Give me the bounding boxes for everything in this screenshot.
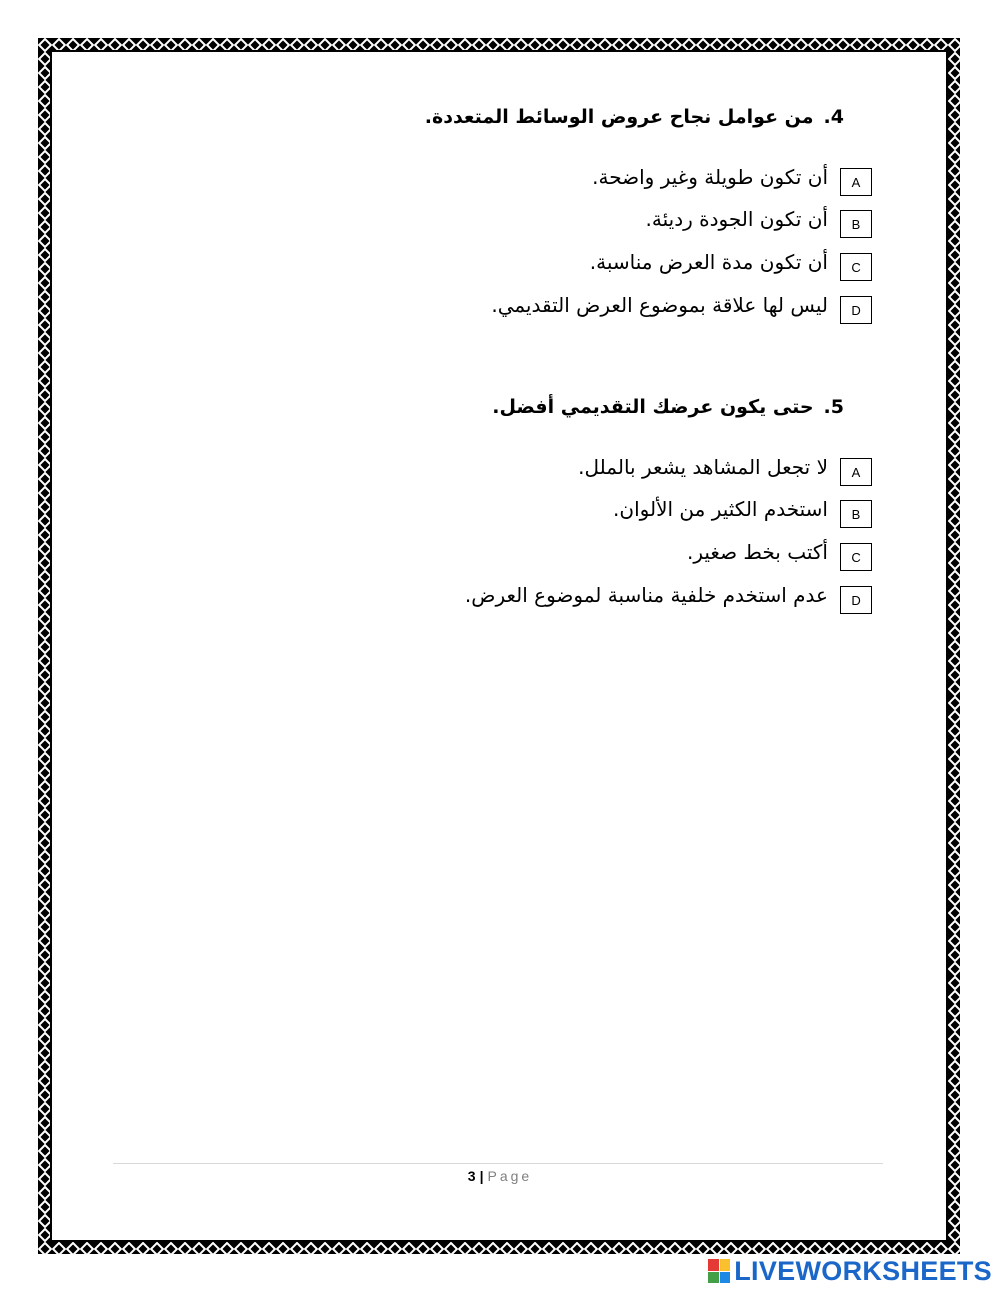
answer-checkbox-a[interactable]: A bbox=[840, 458, 872, 486]
answer-option-4b[interactable] bbox=[646, 202, 872, 236]
question-4 bbox=[425, 106, 844, 128]
footer-divider bbox=[113, 1163, 883, 1164]
answer-option-5c[interactable] bbox=[687, 535, 872, 569]
answer-checkbox-d[interactable]: D bbox=[840, 296, 872, 324]
answer-option-5d[interactable] bbox=[465, 578, 872, 612]
answer-option-4d[interactable] bbox=[491, 288, 872, 322]
question-title bbox=[425, 106, 844, 128]
question-text: من عوامل نجاح عروض الوسائط المتعددة. bbox=[424, 106, 814, 128]
question-number: 5. bbox=[823, 396, 844, 418]
answer-text: ليس لها علاقة بموضوع العرض التقديمي. bbox=[491, 293, 828, 317]
liveworksheets-logo-icon bbox=[708, 1259, 730, 1283]
page-footer bbox=[0, 1168, 1000, 1184]
answer-text: أكتب بخط صغير. bbox=[687, 540, 828, 564]
footer-separator: | bbox=[479, 1168, 484, 1184]
answer-checkbox-c[interactable]: C bbox=[840, 543, 872, 571]
liveworksheets-brand[interactable] bbox=[708, 1255, 992, 1287]
page-number: 3 bbox=[467, 1168, 476, 1184]
brand-name: LIVEWORKSHEETS bbox=[734, 1255, 992, 1286]
answer-text: لا تجعل المشاهد يشعر بالملل. bbox=[578, 455, 828, 479]
question-title bbox=[492, 396, 844, 418]
answer-text: أن تكون طويلة وغير واضحة. bbox=[592, 165, 828, 189]
answer-option-5b[interactable] bbox=[613, 492, 872, 526]
answer-checkbox-d[interactable]: D bbox=[840, 586, 872, 614]
answer-checkbox-c[interactable]: C bbox=[840, 253, 872, 281]
answer-checkbox-b[interactable]: B bbox=[840, 210, 872, 238]
question-text: حتى يكون عرضك التقديمي أفضل. bbox=[492, 396, 814, 418]
answer-text: أن تكون الجودة رديئة. bbox=[645, 207, 828, 231]
answer-option-5a[interactable] bbox=[578, 450, 872, 484]
answer-option-4a[interactable] bbox=[592, 160, 872, 194]
question-number: 4. bbox=[823, 106, 844, 128]
page-label: Page bbox=[487, 1168, 533, 1184]
question-5 bbox=[492, 396, 844, 418]
answer-text: أن تكون مدة العرض مناسبة. bbox=[589, 250, 828, 274]
answer-checkbox-b[interactable]: B bbox=[840, 500, 872, 528]
answer-checkbox-a[interactable]: A bbox=[840, 168, 872, 196]
answer-text: عدم استخدم خلفية مناسبة لموضوع العرض. bbox=[464, 583, 828, 607]
answer-option-4c[interactable] bbox=[590, 245, 872, 279]
answer-text: استخدم الكثير من الألوان. bbox=[613, 497, 828, 521]
